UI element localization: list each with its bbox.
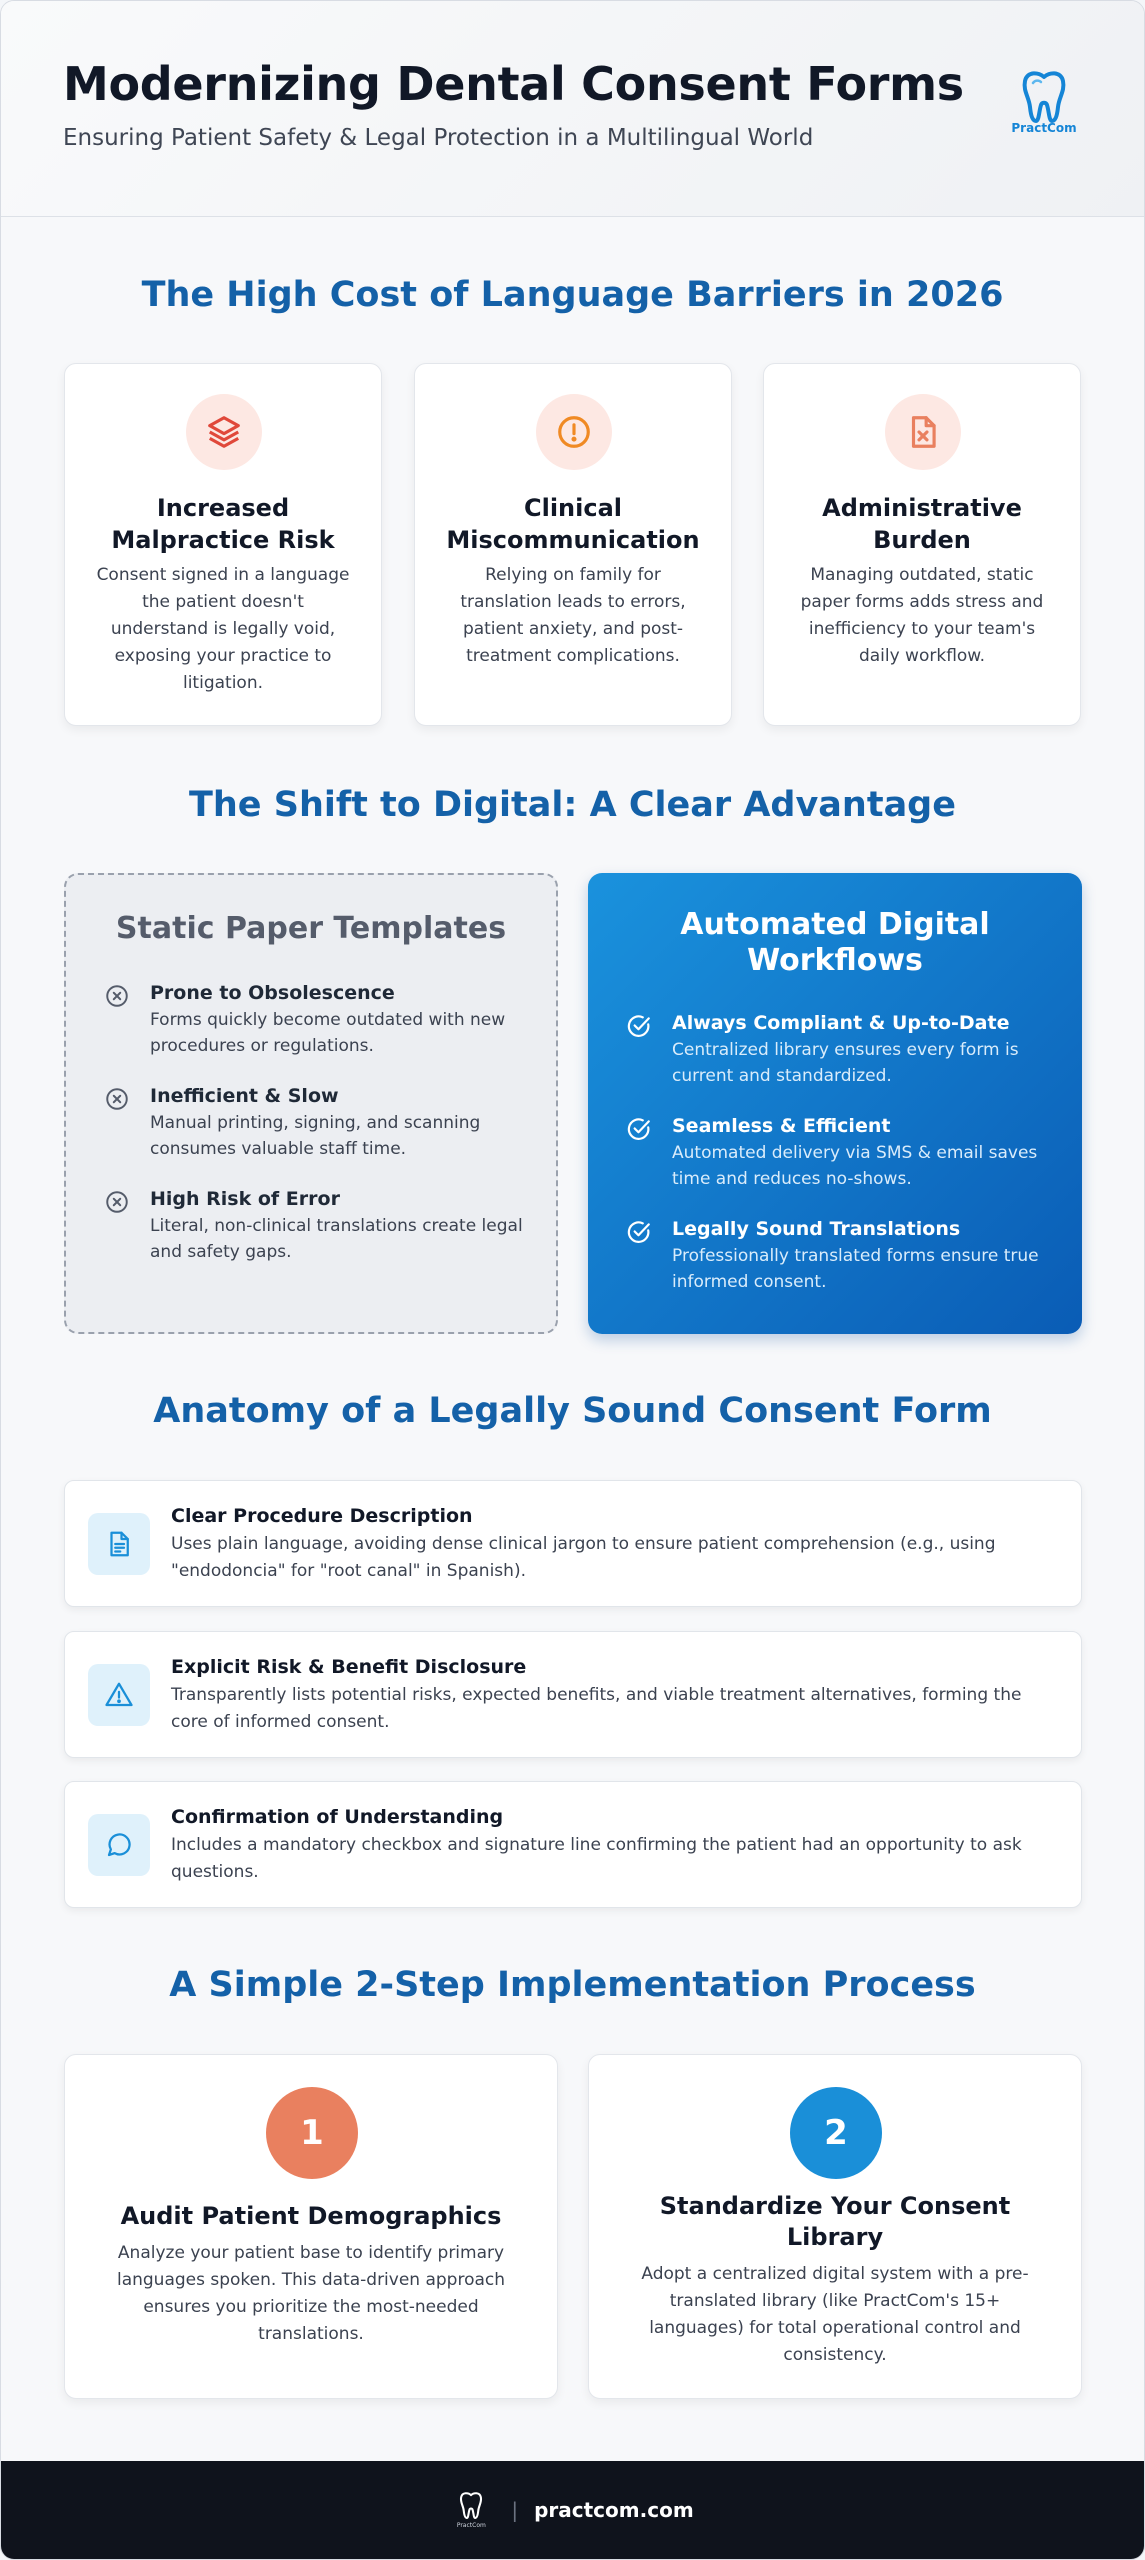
check-circle-icon	[626, 1013, 652, 1039]
step-description: Analyze your patient base to identify primary languages spoken. This data-driven approach ensures you prioritize the most-needed translations.	[116, 2243, 506, 2344]
section-title-shift: The Shift to Digital: A Clear Advantage	[189, 785, 956, 825]
anatomy-icon-wrap	[88, 1664, 150, 1726]
digital-item-text: Professionally translated forms ensure true informed consent.	[672, 1246, 1039, 1292]
paper-item	[104, 1084, 528, 1162]
footer-logo	[451, 2491, 491, 2529]
anatomy-item-procedure	[64, 1480, 1082, 1607]
section-title-cost: The High Cost of Language Barriers in 2026	[141, 275, 1004, 315]
paper-templates-panel	[64, 873, 558, 1334]
paper-item-head: Prone to Obsolescence	[150, 982, 395, 1004]
tooth-icon	[458, 2491, 484, 2519]
digital-panel-title: Automated Digital Workflows	[680, 907, 990, 978]
cost-card-title: Administrative Burden	[822, 494, 1022, 554]
cost-card-malpractice	[64, 363, 382, 726]
cost-card-description: Managing outdated, static paper forms adds stress and inefficiency to your team's daily workflow.	[800, 565, 1044, 666]
anatomy-item-head: Confirmation of Understanding	[171, 1806, 504, 1828]
cost-card-description: Relying on family for translation leads to errors, patient anxiety, and post-treatment complications.	[460, 565, 686, 666]
step-number-badge: 1	[266, 2087, 358, 2179]
anatomy-item-head: Clear Procedure Description	[171, 1505, 473, 1527]
anatomy-item-text: Includes a mandatory checkbox and signature line confirming the patient had an opportunity to ask questions.	[171, 1835, 1022, 1882]
cost-icon-wrap	[186, 394, 262, 470]
footer	[1, 2461, 1144, 2560]
digital-item	[626, 1114, 1054, 1192]
paper-item-head: High Risk of Error	[150, 1188, 340, 1210]
cost-icon-wrap	[536, 394, 612, 470]
section-title-anatomy: Anatomy of a Legally Sound Consent Form	[153, 1391, 992, 1431]
brand-logo	[1011, 69, 1077, 135]
digital-item	[626, 1217, 1054, 1295]
digital-item-head: Always Compliant & Up-to-Date	[672, 1012, 1010, 1034]
anatomy-item-text: Transparently lists potential risks, expected benefits, and viable treatment alternatives, forming the core of informed consent.	[171, 1685, 1022, 1732]
anatomy-item-risk	[64, 1631, 1082, 1758]
section-title-process: A Simple 2-Step Implementation Process	[169, 1965, 976, 2005]
page-subtitle: Ensuring Patient Safety & Legal Protection in a Multilingual World	[63, 125, 814, 151]
step-card-1	[64, 2054, 558, 2399]
check-circle-icon	[626, 1116, 652, 1142]
page-title: Modernizing Dental Consent Forms	[63, 57, 964, 111]
anatomy-item-text: Uses plain language, avoiding dense clinical jargon to ensure patient comprehension (e.g., using "endodoncia" for "root canal" in Spanish).	[171, 1534, 996, 1581]
digital-item-text: Centralized library ensures every form is current and standardized.	[672, 1040, 1019, 1086]
tooth-icon	[1019, 69, 1069, 123]
paper-item-text: Manual printing, signing, and scanning consumes valuable staff time.	[150, 1113, 481, 1159]
document-icon	[104, 1529, 134, 1559]
cost-card-miscommunication	[414, 363, 732, 726]
cost-card-admin-burden	[763, 363, 1081, 726]
anatomy-item-head: Explicit Risk & Benefit Disclosure	[171, 1656, 527, 1678]
chat-bubble-icon	[104, 1830, 134, 1860]
step-card-2	[588, 2054, 1082, 2399]
paper-item-head: Inefficient & Slow	[150, 1085, 339, 1107]
digital-item-text: Automated delivery via SMS & email saves time and reduces no-shows.	[672, 1143, 1038, 1189]
step-title: Audit Patient Demographics	[120, 2202, 502, 2230]
check-circle-icon	[626, 1219, 652, 1245]
cost-card-title: Clinical Miscommunication	[446, 494, 700, 554]
footer-logo-text: PractCom	[456, 2522, 486, 2529]
cost-icon-wrap	[885, 394, 961, 470]
file-x-icon	[904, 413, 942, 451]
cost-card-title: Increased Malpractice Risk	[111, 494, 335, 554]
digital-item-head: Seamless & Efficient	[672, 1115, 891, 1137]
layers-icon	[205, 413, 243, 451]
cost-card-description: Consent signed in a language the patient doesn't understand is legally void, exposing your practice to litigation.	[96, 565, 350, 693]
step-number-badge: 2	[790, 2087, 882, 2179]
x-circle-icon	[104, 983, 130, 1009]
paper-item	[104, 981, 528, 1059]
anatomy-item-confirmation	[64, 1781, 1082, 1908]
paper-item-text: Literal, non-clinical translations create legal and safety gaps.	[150, 1216, 523, 1262]
x-circle-icon	[104, 1189, 130, 1215]
footer-website-link[interactable]: practcom.com	[534, 2498, 694, 2522]
step-title: Standardize Your Consent Library	[659, 2192, 1011, 2251]
digital-item-head: Legally Sound Translations	[672, 1218, 961, 1240]
footer-content	[1, 2491, 1144, 2529]
paper-item-text: Forms quickly become outdated with new procedures or regulations.	[150, 1010, 506, 1056]
anatomy-icon-wrap	[88, 1513, 150, 1575]
digital-item	[626, 1011, 1054, 1089]
digital-workflows-panel	[588, 873, 1082, 1334]
paper-item	[104, 1187, 528, 1265]
brand-logo-text: PractCom	[1011, 121, 1077, 135]
x-circle-icon	[104, 1086, 130, 1112]
step-description: Adopt a centralized digital system with a pre-translated library (like PractCom's 15+ languages) for total operational control and consistency.	[641, 2264, 1029, 2365]
paper-panel-title: Static Paper Templates	[115, 911, 507, 946]
anatomy-icon-wrap	[88, 1814, 150, 1876]
header	[1, 1, 1144, 217]
footer-separator: |	[511, 2498, 519, 2522]
warning-triangle-icon	[104, 1680, 134, 1710]
alert-circle-icon	[555, 413, 593, 451]
